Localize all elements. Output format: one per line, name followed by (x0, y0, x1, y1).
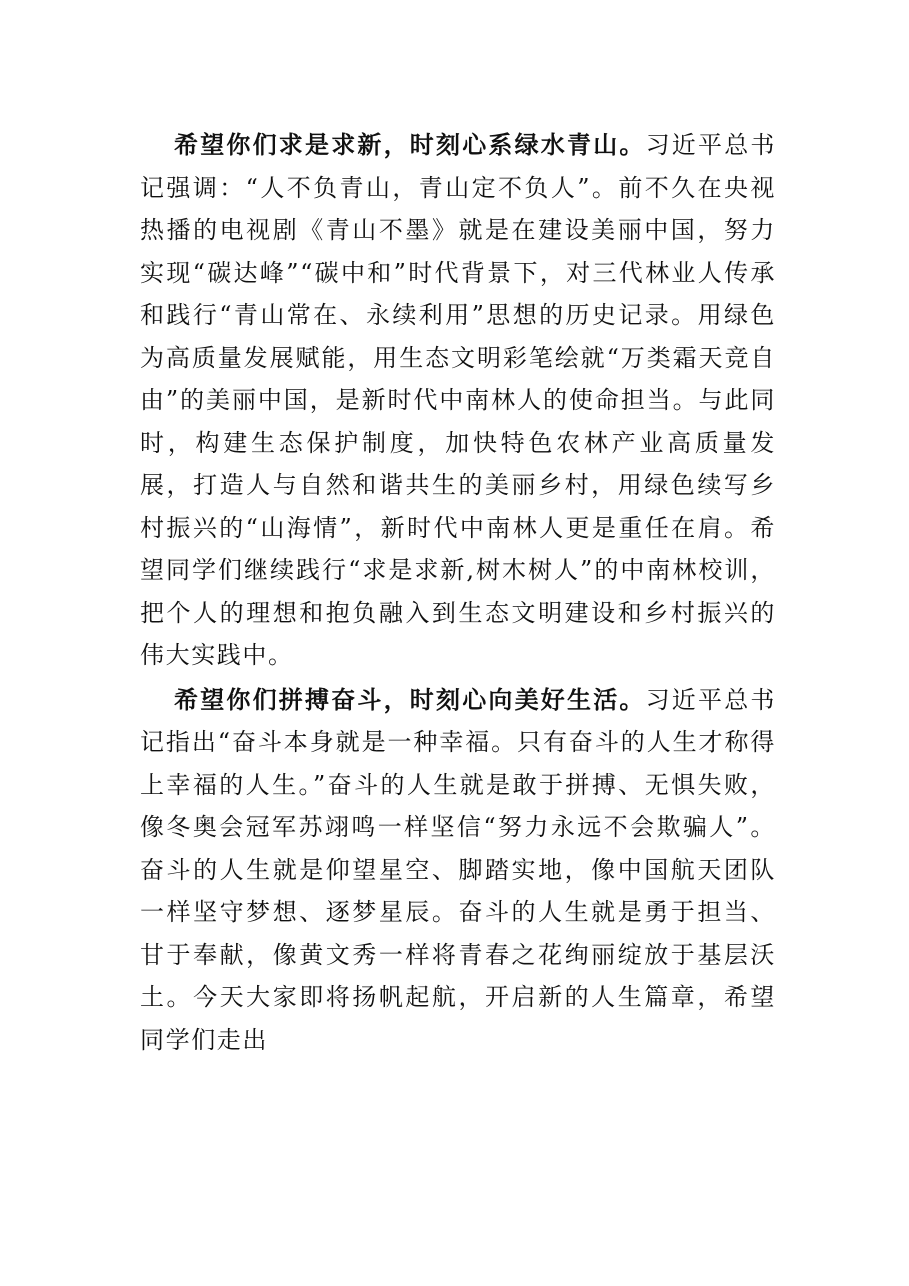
paragraph-lead-heading: 希望你们拼搏奋斗，时刻心向美好生活。 (174, 685, 646, 714)
paragraph-green-mountains (140, 124, 776, 677)
paragraph-lead-heading: 希望你们求是求新，时刻心系绿水青山。 (174, 131, 646, 159)
paragraph-strive-hard (140, 679, 776, 1062)
paragraph-body-text: 习近平总书记指出“奋斗本身就是一种幸福。只有奋斗的人生才称得上幸福的人生。”奋斗的人生就是敢于拼搏、无惧失败，像冬奥会冠军苏翊鸣一样坚信“努力永远不会欺骗人”。奋斗的人生就是仰望星空、脚踏实地，像中国航天团队一样坚守梦想、逐梦星辰。奋斗的人生就是勇于担当、甘于奉献，像黄文秀一样将青春之花绚丽绽放于基层沃土。今天大家即将扬帆起航，开启新的人生篇章，希望同学们走出 (140, 685, 776, 1054)
paragraph-body-text: 习近平总书记强调：“人不负青山，青山定不负人”。前不久在央视热播的电视剧《青山不墨》就是在建设美丽中国，努力实现“碳达峰”“碳中和”时代背景下，对三代林业人传承和践行“青山常在、永续利用”思想的历史记录。用绿色为高质量发展赋能，用生态文明彩笔绘就“万类霜天竞自由”的美丽中国，是新时代中南林人的使命担当。与此同时，构建生态保护制度，加快特色农林产业高质量发展，打造人与自然和谐共生的美丽乡村，用绿色续写乡村振兴的“山海情”，新时代中南林人更是重任在肩。希望同学们继续践行“求是求新,树木树人”的中南林校训，把个人的理想和抱负融入到生态文明建设和乡村振兴的伟大实践中。 (140, 131, 776, 669)
document-page (140, 124, 776, 1063)
